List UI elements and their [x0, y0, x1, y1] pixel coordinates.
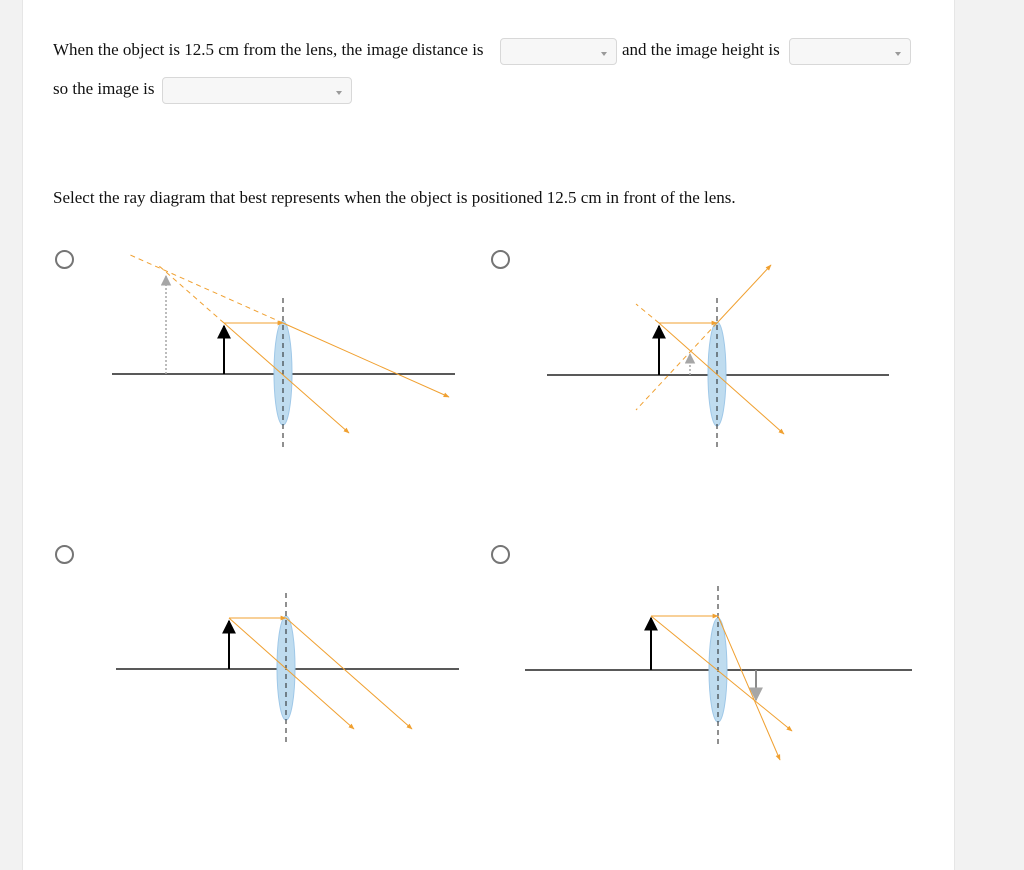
- question-text-part2: and the image height is: [622, 40, 780, 59]
- diagram-d: [525, 586, 912, 760]
- diagram-b: [547, 265, 889, 450]
- diagram-a: [112, 254, 455, 450]
- ray-refracted: [283, 323, 449, 397]
- ray-extension: [636, 304, 659, 323]
- ray-refracted: [286, 618, 412, 729]
- ray-extension: [158, 265, 224, 323]
- instruction-text: Select the ray diagram that best represents when the object is positioned 12.5 cm in front of the lens.: [53, 188, 736, 207]
- ray-extension: [128, 254, 283, 323]
- diagram-c: [116, 593, 459, 745]
- ray-refracted: [717, 265, 771, 323]
- ray-refracted: [718, 616, 780, 760]
- question-text-part1: When the object is 12.5 cm from the lens, the image distance is: [53, 40, 484, 59]
- ray-extension: [636, 323, 717, 410]
- question-text-part3: so the image is: [53, 79, 155, 98]
